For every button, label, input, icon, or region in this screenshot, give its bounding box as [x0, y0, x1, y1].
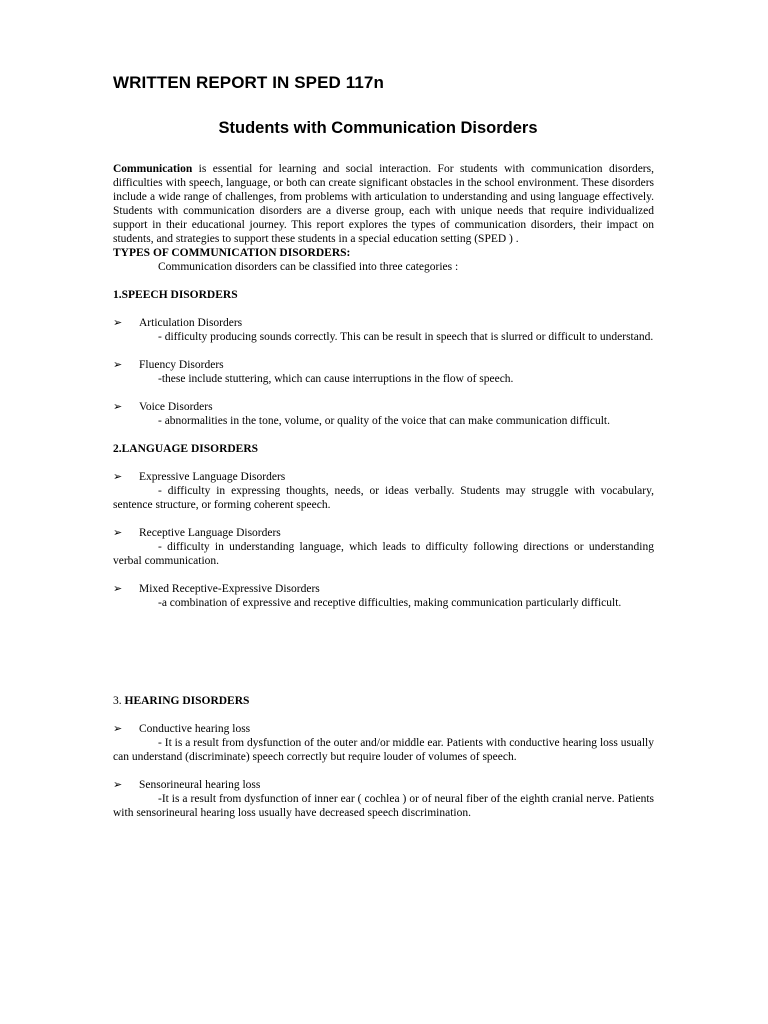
- arrowhead-bullet-icon: ➢: [113, 470, 123, 483]
- item-name: Voice Disorders: [139, 401, 213, 413]
- spacer: [113, 624, 654, 694]
- report-header: WRITTEN REPORT IN SPED 117n: [113, 73, 384, 92]
- item-name-row: [113, 526, 654, 540]
- section-number: 3.: [113, 695, 125, 707]
- arrowhead-bullet-icon: ➢: [113, 358, 123, 371]
- list-item: [113, 526, 654, 568]
- arrowhead-bullet-icon: ➢: [113, 722, 123, 735]
- types-heading: TYPES OF COMMUNICATION DISORDERS:: [113, 247, 351, 259]
- list-item: [113, 316, 654, 344]
- item-name: Receptive Language Disorders: [139, 527, 281, 539]
- item-description: - difficulty producing sounds correctly. This can be result in speech that is slurred or difficult to understand.: [158, 331, 654, 343]
- list-item: [113, 470, 654, 512]
- arrowhead-bullet-icon: ➢: [113, 316, 123, 329]
- item-name-row: [113, 778, 654, 792]
- arrowhead-bullet-icon: ➢: [113, 778, 123, 791]
- arrowhead-bullet-icon: ➢: [113, 526, 123, 539]
- item-name-row: [113, 316, 654, 330]
- item-name: Sensorineural hearing loss: [139, 779, 261, 791]
- item-description: -a combination of expressive and receptive difficulties, making communication particularly difficult.: [158, 597, 622, 609]
- arrowhead-bullet-icon: ➢: [113, 400, 123, 413]
- section-heading-text: HEARING DISORDERS: [124, 695, 250, 707]
- item-description: - difficulty in expressing thoughts, needs, or ideas verbally. Students may struggle with vocabulary, sentence structure, or forming coherent speech.: [113, 485, 654, 511]
- intro-text: is essential for learning and social interaction. For students with communication disorders, difficulties with speech, language, or both can create significant obstacles in the school environment. These disorders include a wide range of challenges, from problems with articulation to understanding and using language effectively. Students with communication disorders are a diverse group, each with unique needs that require individualized support in their educational journey. This report explores the types of communication disorders, their impact on students, and strategies to support these students in a special education setting (SPED ) .: [113, 163, 654, 245]
- arrowhead-bullet-icon: ➢: [113, 582, 123, 595]
- item-description: - abnormalities in the tone, volume, or quality of the voice that can make communication difficult.: [158, 415, 610, 427]
- item-name: Mixed Receptive-Expressive Disorders: [139, 583, 320, 595]
- item-name: Articulation Disorders: [139, 317, 243, 329]
- list-item: [113, 582, 654, 610]
- item-name: Conductive hearing loss: [139, 723, 251, 735]
- list-item: [113, 722, 654, 764]
- item-description: -these include stuttering, which can cause interruptions in the flow of speech.: [158, 373, 514, 385]
- section-heading-text: 2.LANGUAGE DISORDERS: [113, 443, 259, 455]
- item-name-row: [113, 722, 654, 736]
- section-heading: [113, 694, 654, 708]
- types-text: Communication disorders can be classified into three categories :: [158, 261, 459, 273]
- item-name: Expressive Language Disorders: [139, 471, 286, 483]
- item-description: - It is a result from dysfunction of the outer and/or middle ear. Patients with conductive hearing loss usually can understand (discriminate) speech correctly but require louder of volumes of speech.: [113, 737, 654, 763]
- item-name-row: [113, 470, 654, 484]
- item-description: - difficulty in understanding language, which leads to difficulty following directions or understanding verbal communication.: [113, 541, 654, 567]
- list-item: [113, 778, 654, 820]
- item-name-row: [113, 400, 654, 414]
- item-name-row: [113, 582, 654, 596]
- item-description: -It is a result from dysfunction of inner ear ( cochlea ) or of neural fiber of the eighth cranial nerve. Patients with sensorineural hearing loss usually have decreased speech discrimination.: [113, 793, 654, 819]
- document-title: Students with Communication Disorders: [218, 119, 538, 137]
- item-name-row: [113, 358, 654, 372]
- list-item: [113, 400, 654, 428]
- document-body: [113, 162, 654, 834]
- list-item: [113, 358, 654, 386]
- section-heading-text: 1.SPEECH DISORDERS: [113, 289, 238, 301]
- intro-paragraph: [113, 162, 654, 246]
- section-heading: [113, 442, 654, 456]
- intro-lead: Communication: [113, 163, 193, 175]
- section-heading: [113, 288, 654, 302]
- item-name: Fluency Disorders: [139, 359, 224, 371]
